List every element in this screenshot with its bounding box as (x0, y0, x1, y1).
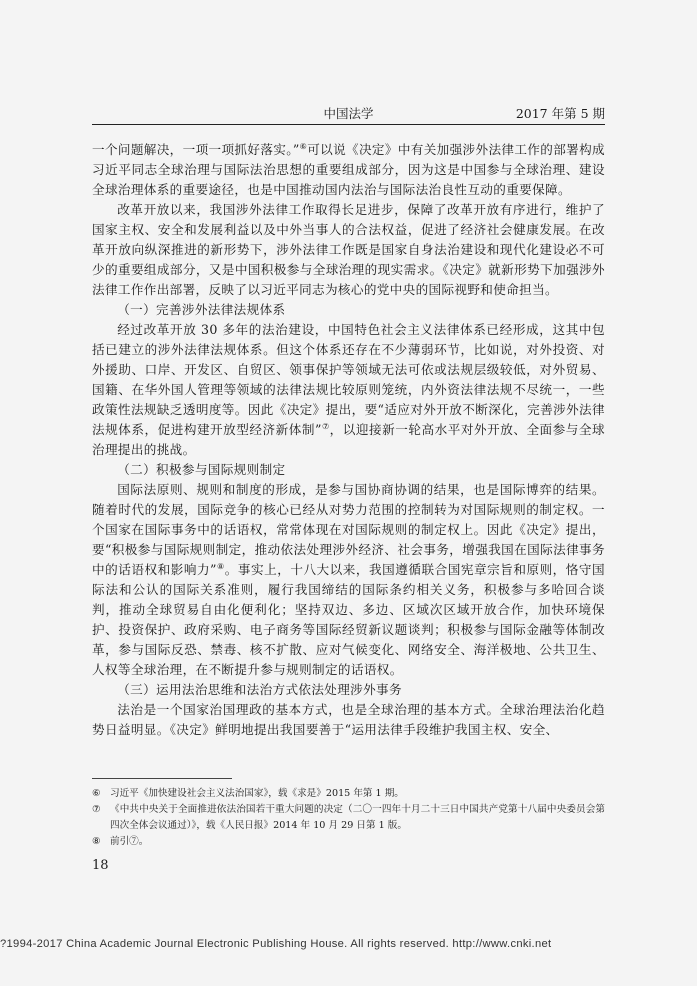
issue-label: 2017 年第 5 期 (515, 106, 605, 121)
footnote-ref[interactable]: ⑦ (321, 421, 330, 431)
paragraph: 国际法原则、规则和制度的形成，是参与国协商协调的结果，也是国际博弈的结果。随着时代的发展，国际竞争的核心已经从对势力范围的控制转为对国际规则的制定权。一个国家在国际事务中的话语权，常常体现在对国际规则的制定权上。因此《决定》提出，要“积极参与国际规则制定，推动依法处理涉外经济、社会事务，增强我国在国际法律事务中的话语权和影响力”⑧。事实上，十八大以来，我国遵循联合国宪章宗旨和原则，恪守国际法和公认的国际关系准则，履行我国缔结的国际条约相关义务，积极参与多哈回合谈判，推动全球贸易自由化便利化；坚持双边、多边、区域次区域开放合作，加快环境保护、投资保护、政府采购、电子商务等国际经贸新议题谈判；积极参与国际金融等体制改革，参与国际反恐、禁毒、核不扩散、应对气候变化、网络安全、海洋极地、公共卫生、人权等全球治理，在不断提升参与规则制定的话语权。 (92, 482, 605, 677)
copyright-line: ?1994-2017 China Academic Journal Electronic Publishing House. All rights reserved. http://www.cnki.net (0, 938, 552, 950)
header-rule (92, 124, 605, 125)
footnote-mark: ⑧ (92, 836, 101, 847)
footnote-rule (92, 778, 232, 779)
paragraph: 一个问题解决，一项一项抓好落实。”⑥可以说《决定》中有关加强涉外法律工作的部署构成习近平同志全球治理与国际法治思想的重要组成部分，因为这是中国参与全球治理、建设全球治理体系的重要途径，也是中国推动国内法治与国际法治良性互动的重要保障。 (92, 141, 605, 197)
footnote-ref[interactable]: ⑧ (216, 561, 225, 571)
footnote (92, 786, 605, 802)
footnote-ref[interactable]: ⑥ (299, 141, 308, 151)
paragraph: 法治是一个国家治国理政的基本方式，也是全球治理的基本方式。全球治理法治化趋势日益明显。《决定》鲜明地提出我国要善于“运用法律手段维护我国主权、安全、 (92, 702, 605, 737)
footnote (92, 834, 605, 850)
footnote-mark: ⑥ (92, 788, 101, 799)
footnotes (92, 786, 605, 850)
paragraph: 经过改革开放 30 多年的法治建设，中国特色社会主义法律体系已经形成，这其中包括已建立的涉外法律法规体系。但这个体系还存在不少薄弱环节，比如说，对外投资、对外援助、口岸、开发区、自贸区、领事保护等领域无法可依或法规层级较低，对外贸易、国籍、在华外国人管理等领域的法律法规比较原则笼统，内外资法律法规不尽统一，一些政策性法规缺乏透明度等。因此《决定》提出，要“适应对外开放不断深化，完善涉外法律法规体系，促进构建开放型经济新体制”⑦，以迎接新一轮高水平对外开放、全面参与全球治理提出的挑战。 (92, 322, 605, 457)
page-number: 18 (92, 858, 109, 873)
section-heading: （三）运用法治思维和法治方式依法处理涉外事务 (117, 682, 402, 697)
footnote-mark: ⑦ (92, 804, 101, 815)
running-header (92, 104, 605, 122)
footnote-text: 《中共中央关于全面推进依法治国若干重大问题的决定（二〇一四年十月二十三日中国共产党第十八届中央委员会第四次全体会议通过）》，载《人民日报》2014 年 10 月 29 日第 1 版。 (110, 804, 605, 831)
footnote (92, 802, 605, 834)
section-heading: （一）完善涉外法律法规体系 (117, 302, 286, 317)
article-body (92, 140, 605, 740)
footnote-text: 前引⑦。 (110, 836, 149, 847)
footnote-text: 习近平《加快建设社会主义法治国家》，载《求是》2015 年第 1 期。 (110, 788, 404, 799)
section-heading: （二）积极参与国际规则制定 (117, 462, 286, 477)
paragraph: 改革开放以来，我国涉外法律工作取得长足进步，保障了改革开放有序进行，维护了国家主权、安全和发展利益以及中外当事人的合法权益，促进了经济社会健康发展。在改革开放向纵深推进的新形势下，涉外法律工作既是国家自身法治建设和现代化建设必不可少的重要组成部分，又是中国积极参与全球治理的现实需求。《决定》就新形势下加强涉外法律工作作出部署，反映了以习近平同志为核心的党中央的国际视野和使命担当。 (92, 202, 605, 297)
journal-title: 中国法学 (323, 106, 374, 121)
